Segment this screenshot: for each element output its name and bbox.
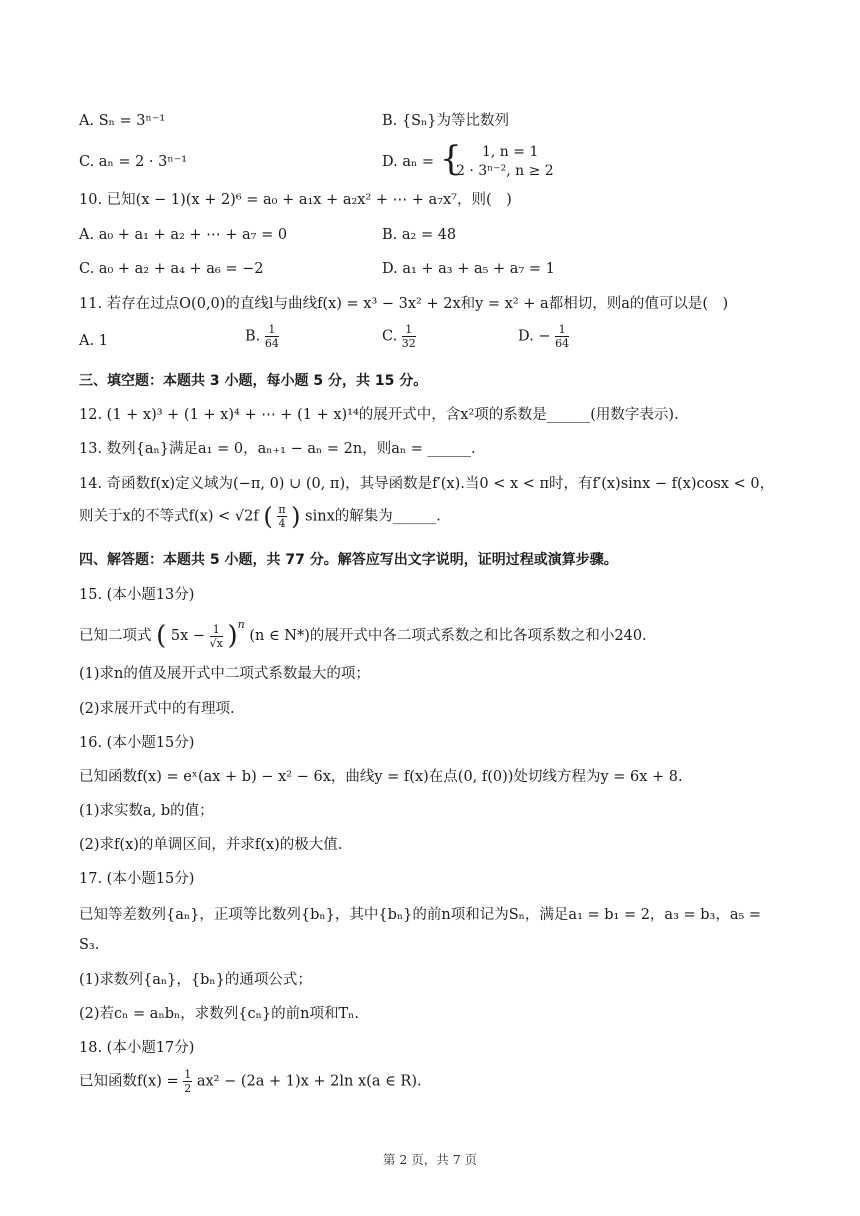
fraction-denominator: 32 bbox=[401, 337, 416, 350]
q9-option-c[interactable]: C. aₙ = 2 · 3ⁿ⁻¹ bbox=[79, 154, 188, 170]
section-3-heading: 三、填空题：本题共 3 小题，每小题 5 分，共 15 分。 bbox=[79, 373, 428, 389]
fraction-denominator: 2 bbox=[184, 1082, 192, 1095]
page-footer: 第 2 页，共 7 页 bbox=[382, 1152, 478, 1167]
q17-part-2: (2)若cₙ = aₙbₙ，求数列{cₙ}的前n项和Tₙ. bbox=[79, 1006, 360, 1022]
q15-part-1: (1)求n的值及展开式中二项式系数最大的项； bbox=[79, 666, 370, 682]
q15-stem-end: (n ∈ N*)的展开式中各二项式系数之和比各项系数之和小240. bbox=[249, 628, 647, 644]
paren-right: ) bbox=[227, 621, 238, 651]
q11-stem: 11. 若存在过点O(0,0)的直线l与曲线f(x) = x³ − 3x² + 2x和y = x² + a都相切，则a的值可以是( ) bbox=[79, 296, 729, 312]
fraction-numerator: 1 bbox=[265, 323, 279, 337]
q18-heading: 18. (本小题17分) bbox=[79, 1040, 195, 1056]
q11-option-c-fraction bbox=[402, 323, 416, 350]
q18-stem bbox=[79, 1068, 422, 1108]
q9-option-d-case2: 2 · 3ⁿ⁻², n ≥ 2 bbox=[456, 163, 554, 179]
q11-option-b[interactable] bbox=[245, 323, 279, 350]
q10-option-a[interactable]: A. a₀ + a₁ + a₂ + ⋯ + a₇ = 0 bbox=[79, 227, 288, 243]
q18-stem-end: ax² − (2a + 1)x + 2ln x(a ∈ R). bbox=[196, 1073, 422, 1090]
fraction-numerator: 1 bbox=[402, 323, 416, 337]
q9-option-b[interactable]: B. {Sₙ}为等比数列 bbox=[382, 113, 510, 129]
q10-option-c[interactable]: C. a₀ + a₂ + a₄ + a₆ = −2 bbox=[79, 261, 264, 277]
q14-line-2-end: sinx的解集为______. bbox=[305, 508, 441, 525]
fraction-denominator: 64 bbox=[264, 337, 279, 350]
q15-stem-start: 已知二项式 bbox=[79, 628, 152, 644]
q14-fraction bbox=[277, 503, 286, 530]
q18-fraction bbox=[183, 1068, 192, 1095]
q15-stem bbox=[79, 615, 647, 655]
q15-part-2: (2)求展开式中的有理项. bbox=[79, 701, 235, 717]
q9-option-a[interactable]: A. Sₙ = 3ⁿ⁻¹ bbox=[79, 113, 166, 129]
q10-stem: 10. 已知(x − 1)(x + 2)⁶ = a₀ + a₁x + a₂x² + ⋯ + a₇x⁷，则( ) bbox=[79, 192, 512, 208]
q10-option-d[interactable]: D. a₁ + a₃ + a₅ + a₇ = 1 bbox=[382, 261, 555, 277]
q14-line-2 bbox=[79, 503, 441, 543]
q15-binomial-term: 5x − bbox=[170, 628, 206, 644]
fraction-numerator: 1 bbox=[184, 1068, 192, 1081]
q11-option-a[interactable]: A. 1 bbox=[79, 333, 108, 349]
q15-fraction bbox=[210, 623, 223, 650]
q16-stem: 已知函数f(x) = eˣ(ax + b) − x² − 6x，曲线y = f(x)在点(0, f(0))处切线方程为y = 6x + 8. bbox=[79, 769, 683, 785]
fraction-denominator: √x bbox=[209, 636, 223, 650]
q10-option-b[interactable]: B. a₂ = 48 bbox=[382, 227, 457, 243]
q17-stem-line-2: S₃. bbox=[79, 937, 100, 953]
q17-heading: 17. (本小题15分) bbox=[79, 871, 195, 887]
paren-right: ) bbox=[291, 502, 301, 531]
q17-part-1: (1)求数列{aₙ}，{bₙ}的通项公式； bbox=[79, 972, 312, 988]
q15-heading: 15. (本小题13分) bbox=[79, 587, 195, 603]
fraction-numerator: π bbox=[278, 503, 286, 516]
q11-option-d[interactable] bbox=[518, 323, 569, 350]
q14-line-2-start: 则关于x的不等式f(x) < √2f bbox=[79, 508, 259, 525]
q16-part-1: (1)求实数a, b的值； bbox=[79, 803, 214, 819]
q16-heading: 16. (本小题15分) bbox=[79, 735, 195, 751]
brace-icon: { bbox=[440, 139, 462, 179]
fraction-numerator: 1 bbox=[210, 623, 223, 637]
q11-option-b-prefix: B. bbox=[245, 328, 261, 345]
section-4-heading: 四、解答题：本题共 5 小题，共 77 分。解答应写出文字说明，证明过程或演算步骤。 bbox=[79, 552, 618, 568]
q9-option-d-prefix: D. aₙ = bbox=[382, 154, 435, 170]
q16-part-2: (2)求f(x)的单调区间，并求f(x)的极大值. bbox=[79, 837, 343, 853]
fraction-numerator: 1 bbox=[555, 323, 569, 337]
q9-option-d-case1: 1, n = 1 bbox=[482, 144, 539, 160]
q11-option-d-fraction bbox=[555, 323, 569, 350]
paren-left: ( bbox=[263, 502, 273, 531]
q13-stem: 13. 数列{aₙ}满足a₁ = 0，aₙ₊₁ − aₙ = 2n，则aₙ = ______. bbox=[79, 441, 476, 457]
q18-stem-start: 已知函数f(x) = bbox=[79, 1073, 179, 1090]
fraction-denominator: 4 bbox=[278, 517, 286, 530]
paren-left: ( bbox=[156, 621, 167, 651]
q11-option-c-prefix: C. bbox=[382, 328, 398, 345]
q11-option-d-prefix: D. − bbox=[518, 328, 551, 345]
q14-line-1: 14. 奇函数f(x)定义域为(−π, 0) ∪ (0, π)，其导函数是f′(x).当0 < x < π时，有f′(x)sinx − f(x)cosx < 0， bbox=[79, 476, 775, 492]
q11-option-c[interactable] bbox=[382, 323, 416, 350]
fraction-denominator: 64 bbox=[555, 337, 570, 350]
q12-stem: 12. (1 + x)³ + (1 + x)⁴ + ⋯ + (1 + x)¹⁴的展开式中，含x²项的系数是______(用数字表示). bbox=[79, 407, 679, 423]
q17-stem-line-1: 已知等差数列{aₙ}，正项等比数列{bₙ}，其中{bₙ}的前n项和记为Sₙ，满足a₁ = b₁ = 2，a₃ = b₃，a₅ = bbox=[79, 907, 762, 923]
q11-option-b-fraction bbox=[265, 323, 279, 350]
q15-exponent: n bbox=[237, 618, 245, 631]
